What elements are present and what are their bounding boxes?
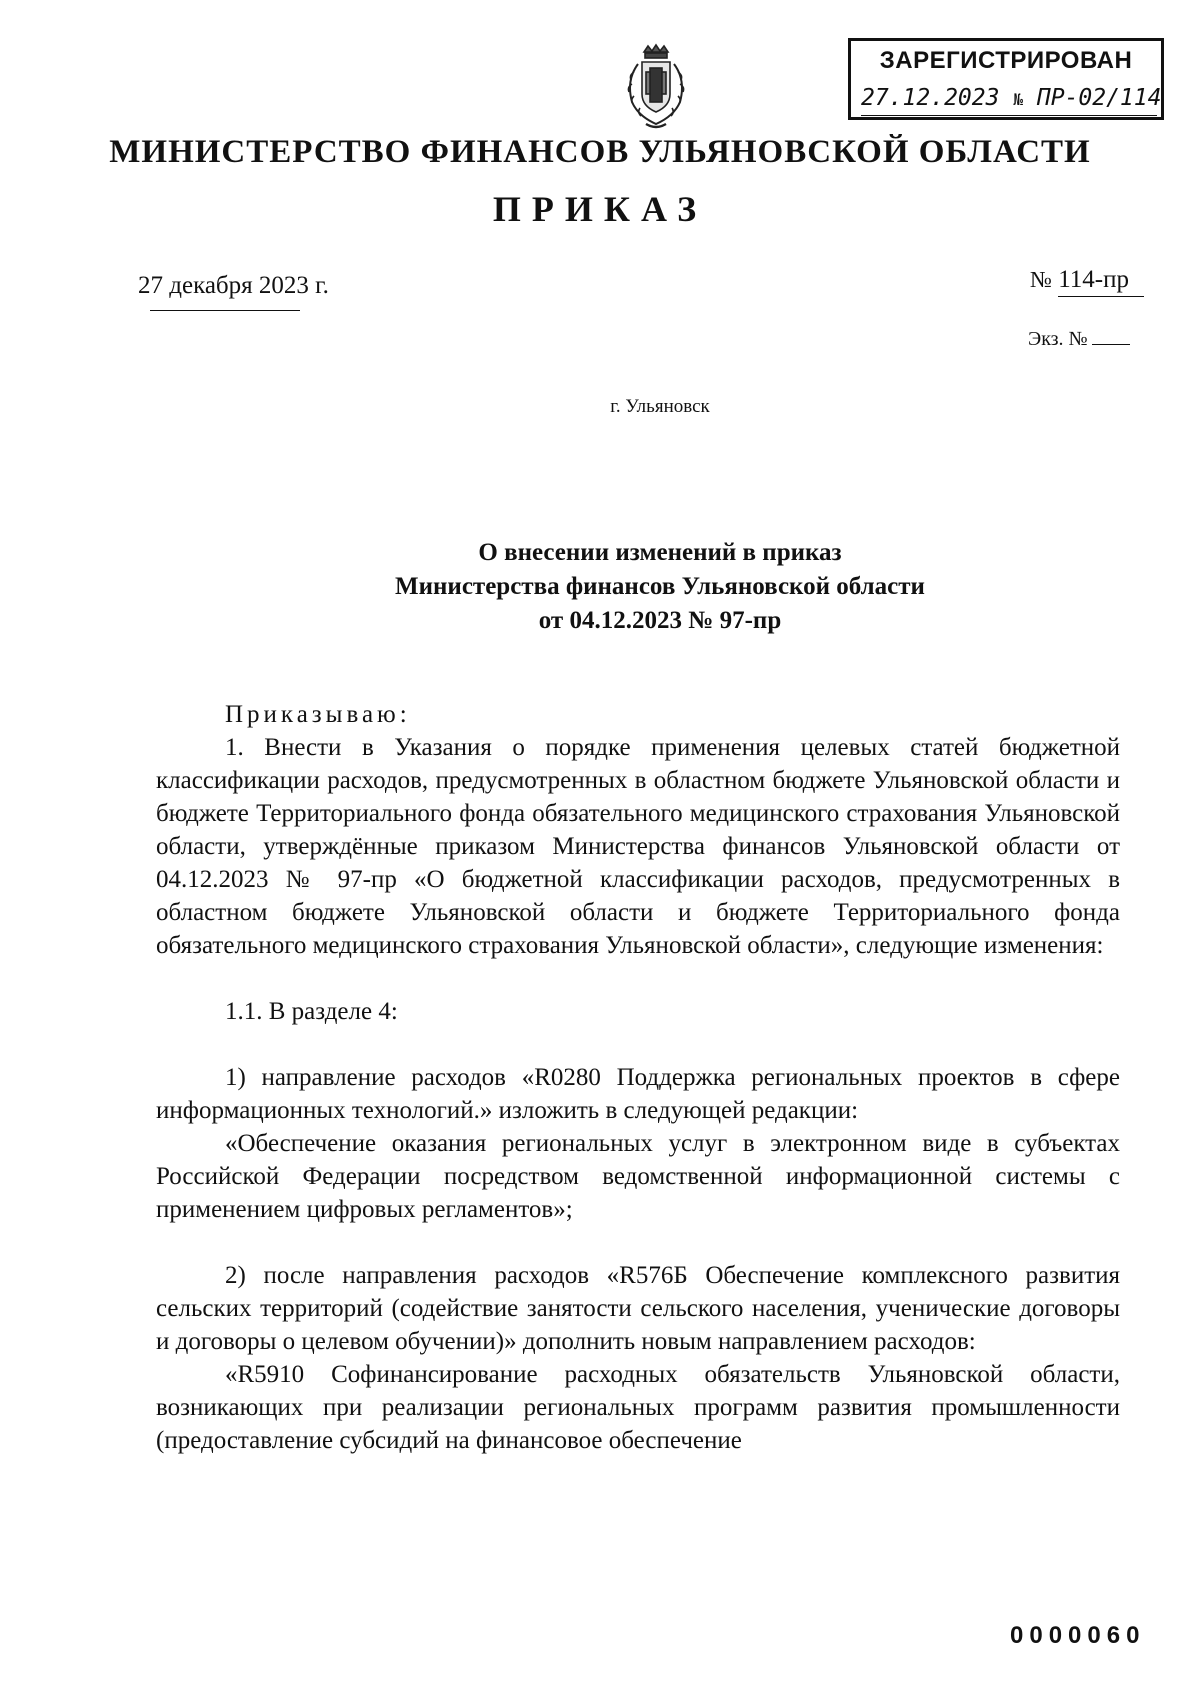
item-2: 2) после направления расходов «R576Б Обеспечение комплексного развития сельских территорий (содействие занятости сельского населения, ученические договоры и договоры о целевом обучении)» дополнить новым направлением расходов: — [156, 1262, 1120, 1355]
item-1: 1) направление расходов «R0280 Поддержка региональных проектов в сфере информационных технологий.» изложить в следующей редакции: — [156, 1064, 1120, 1124]
item-1-quote: «Обеспечение оказания региональных услуг в электронном виде в субъектах Российской Федерации посредством ведомственной информационной системы с применением цифровых регламентов»; — [156, 1130, 1120, 1223]
order-number — [1030, 266, 1144, 297]
order-date: 27 декабря 2023 г. — [138, 272, 329, 299]
copy-number — [1028, 328, 1130, 351]
document-title — [0, 536, 1200, 638]
registration-stamp — [848, 38, 1164, 120]
stamp-number: ПР-02/114 — [1036, 85, 1162, 111]
date-underline — [150, 310, 300, 311]
city: г. Ульяновск — [610, 396, 710, 417]
title-line-2: Министерства финансов Ульяновской области — [395, 573, 925, 600]
page-serial-number: 0000060 — [1010, 1622, 1146, 1649]
document-type-heading: ПРИКАЗ — [492, 189, 708, 229]
stamp-number-sign: № — [1013, 90, 1023, 109]
title-line-1: О внесении изменений в приказ — [478, 539, 842, 566]
number-sign: № — [1030, 267, 1052, 292]
title-line-3: от 04.12.2023 № 97-пр — [538, 607, 782, 634]
paragraph-1: 1. Внести в Указания о порядке применения целевых статей бюджетной классификации расходов, предусмотренных в областном бюджете Ульяновской области и бюджете Территориального фонда обязательного медицинского страхования Ульяновской области, утверждённые приказом Министерства финансов Ульяновской области от 04.12.2023 № 97-пр «О бюджетной классификации расходов, предусмотренных в областном бюджете Ульяновской области и бюджете Территориального фонда обязательного медицинского страхования Ульяновской области», следующие изменения: — [156, 734, 1120, 959]
copy-number-label: Экз. № — [1028, 328, 1088, 350]
item-2-quote: «R5910 Софинансирование расходных обязательств Ульяновской области, возникающих при реализации региональных программ развития промышленности (предоставление субсидий на финансовое обеспечение — [156, 1361, 1120, 1454]
coat-of-arms-emblem-icon — [616, 42, 696, 132]
paragraph-1-1: 1.1. В разделе 4: — [225, 998, 398, 1025]
stamp-underline — [861, 115, 1157, 116]
stamp-registration-line — [861, 85, 1162, 115]
order-number-value: 114-пр — [1058, 266, 1144, 297]
order-word: Приказываю: — [225, 701, 411, 728]
stamp-date: 27.12.2023 — [861, 85, 1000, 111]
stamp-title: ЗАРЕГИСТРИРОВАН — [879, 47, 1133, 74]
ministry-name: МИНИСТЕРСТВО ФИНАНСОВ УЛЬЯНОВСКОЙ ОБЛАСТИ — [109, 134, 1091, 170]
copy-number-blank — [1092, 344, 1130, 345]
order-body — [156, 698, 1120, 1457]
